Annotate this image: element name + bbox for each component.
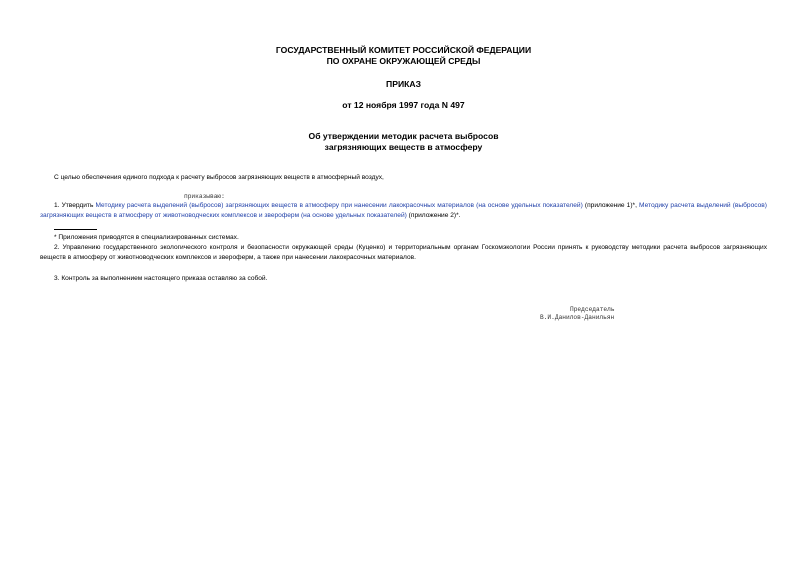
- methodology-livestock-link[interactable]: Методику расчета выделений (выбросов) загрязняющих веществ в атмосферу от животноводческих комплексов и звероферм (на основе удельных показателей): [40, 202, 767, 219]
- document-date: от 12 ноября 1997 года N 497: [342, 100, 465, 110]
- methodology-paint-link[interactable]: Методику расчета выделений (выбросов) загрязняющих веществ в атмосферу при нанесении лакокрасочных материалов (на основе удельных показателей): [95, 202, 583, 209]
- item-1-suffix: (приложение 2)*.: [406, 212, 461, 219]
- document-type: ПРИКАЗ: [386, 79, 421, 89]
- footnote-divider: [54, 229, 97, 230]
- document-title-line-1: Об утверждении методик расчета выбросов: [308, 131, 499, 141]
- item-3-paragraph: 3. Контроль за выполнением настоящего приказа оставляю за собой.: [54, 275, 268, 282]
- footnote-text: * Приложения приводятся в специализированных системах.: [54, 234, 239, 241]
- item-1-prefix: 1. Утвердить: [54, 202, 96, 209]
- issuer-line-1: ГОСУДАРСТВЕННЫЙ КОМИТЕТ РОССИЙСКОЙ ФЕДЕРАЦИИ: [275, 45, 532, 55]
- signature-name: В.И.Данилов-Данильян: [540, 314, 615, 321]
- issuer-line-2: ПО ОХРАНЕ ОКРУЖАЮЩЕЙ СРЕДЫ: [326, 56, 481, 66]
- signature-role: Председатель: [570, 306, 615, 313]
- item-2-paragraph: 2. Управлению государственного экологического контроля и безопасности окружающей среды (Куценко) и территориальным органам Госкомэкологии России принять к руководству методики расчета выбросов загрязняющих веществ в атмосферу от животноводческих комплексов и звероферм, а также при нанесении лакокрасочных материалов.: [40, 244, 767, 261]
- document-title-line-2: загрязняющих веществ в атмосферу: [324, 142, 483, 152]
- item-1-mid: (приложение 1)*,: [582, 202, 640, 209]
- item-1-paragraph: [40, 201, 767, 221]
- intro-paragraph: С целью обеспечения единого подхода к расчету выбросов загрязняющих веществ в атмосферный воздух,: [54, 174, 384, 181]
- order-word: приказываю:: [184, 193, 225, 200]
